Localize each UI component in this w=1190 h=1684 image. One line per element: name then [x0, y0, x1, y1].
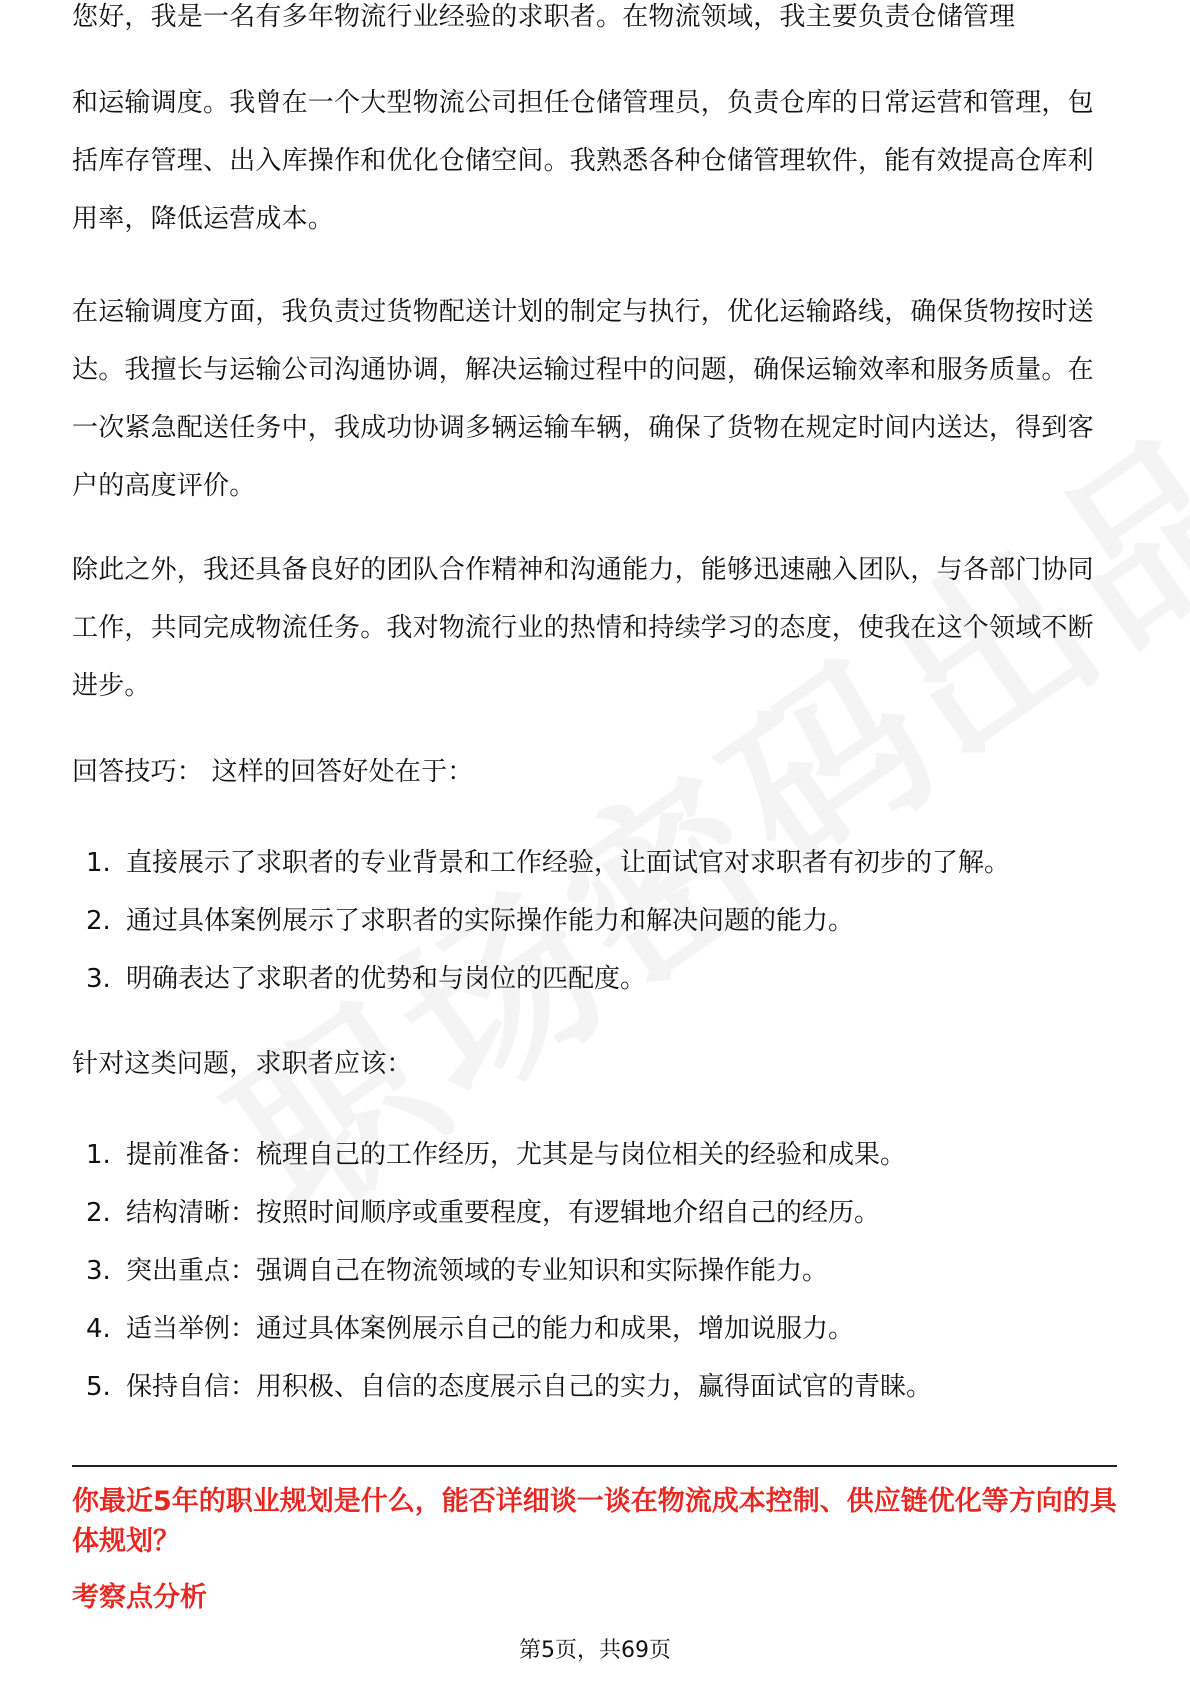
list-item: 2. 通过具体案例展示了求职者的实际操作能力和解决问题的能力。 [86, 906, 855, 936]
page-footer: 第5页，共69页 [519, 1638, 671, 1663]
answer-paragraph-2: 在运输调度方面，我负责过货物配送计划的制定与执行，优化运输路线，确保货物按时送达。我擅长与运输公司沟通协调，解决运输过程中的问题，确保运输效率和服务质量。在一次紧急配送任务中，我成功协调多辆运输车辆，确保了货物在规定时间内送达，得到客户的高度评价。 [72, 297, 1094, 501]
list-item: 1. 直接展示了求职者的专业背景和工作经验，让面试官对求职者有初步的了解。 [86, 848, 1011, 878]
list-item: 5. 保持自信：用积极、自信的态度展示自己的实力，赢得面试官的青睐。 [86, 1372, 933, 1402]
list-item: 1. 提前准备：梳理自己的工作经历，尤其是与岗位相关的经验和成果。 [86, 1140, 907, 1170]
answer-paragraph-3: 除此之外，我还具备良好的团队合作精神和沟通能力，能够迅速融入团队，与各部门协同工作，共同完成物流任务。我对物流行业的热情和持续学习的态度，使我在这个领域不断进步。 [72, 555, 1094, 701]
section-divider [72, 1465, 1117, 1467]
tips-heading: 回答技巧： 这样的回答好处在于： [72, 757, 474, 787]
answer-paragraph-1: 和运输调度。我曾在一个大型物流公司担任仓储管理员，负责仓库的日常运营和管理，包括库存管理、出入库操作和优化仓储空间。我熟悉各种仓储管理软件，能有效提高仓库利用率，降低运营成本。 [72, 88, 1094, 234]
strategy-heading: 针对这类问题，求职者应该： [72, 1049, 413, 1079]
list-item: 3. 明确表达了求职者的优势和与岗位的匹配度。 [86, 964, 647, 994]
answer-paragraph-cut: 您好，我是一名有多年物流行业经验的求职者。在物流领域，我主要负责仓储管理 [72, 2, 1016, 32]
analysis-section-title: 考察点分析 [72, 1582, 207, 1613]
strategy-list [72, 1126, 1117, 1416]
list-item: 2. 结构清晰：按照时间顺序或重要程度，有逻辑地介绍自己的经历。 [86, 1198, 881, 1228]
list-item: 4. 适当举例：通过具体案例展示自己的能力和成果，增加说服力。 [86, 1314, 855, 1344]
list-item: 3. 突出重点：强调自己在物流领域的专业知识和实际操作能力。 [86, 1256, 829, 1286]
next-question-heading: 你最近5年的职业规划是什么，能否详细谈一谈在物流成本控制、供应链优化等方向的具体规划？ [72, 1486, 1117, 1557]
tips-list [72, 834, 1117, 1008]
